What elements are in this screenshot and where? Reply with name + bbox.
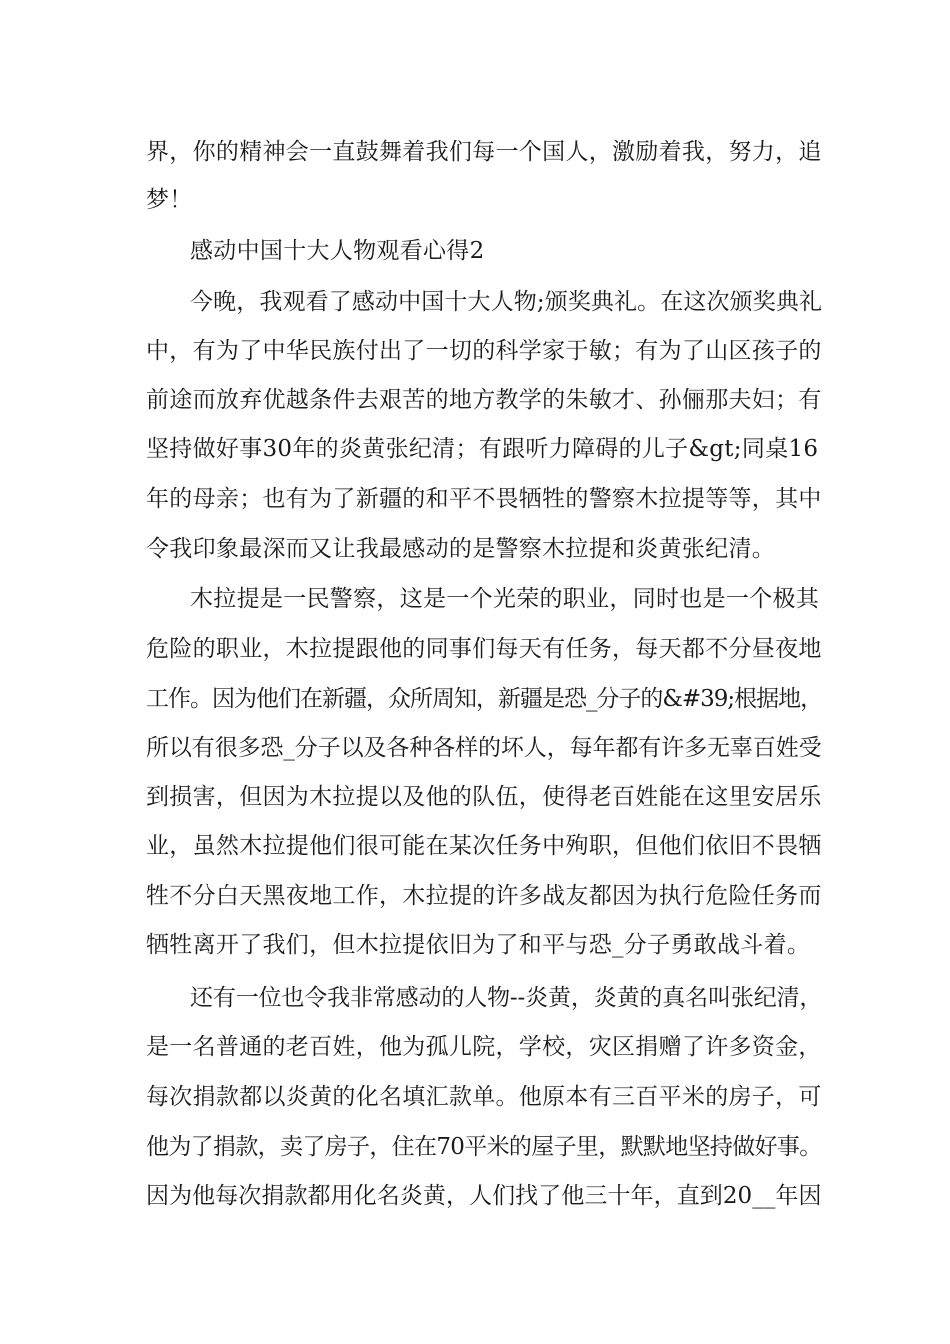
text-line: 因为他每次捐款都用化名炎黄，人们找了他三十年，直到20__年因 <box>146 1183 822 1209</box>
text-line: 前途而放弃优越条件去艰苦的地方教学的朱敏才、孙俪那夫妇；有 <box>146 387 822 413</box>
text-line: 中，有为了中华民族付出了一切的科学家于敏；有为了山区孩子的 <box>146 338 822 364</box>
text-line: 工作。因为他们在新疆，众所周知，新疆是恐_分子的&#39;根据地， <box>146 686 823 712</box>
section-heading: 感动中国十大人物观看心得2 <box>190 238 485 264</box>
text-line: 所以有很多恐_分子以及各种各样的坏人，每年都有许多无辜百姓受 <box>146 735 822 761</box>
text-line: 是一名普通的老百姓，他为孤儿院，学校，灾区捐赠了许多资金， <box>146 1034 822 1060</box>
text-line: 木拉提是一民警察，这是一个光荣的职业，同时也是一个极其 <box>190 586 820 612</box>
text-line: 今晚，我观看了感动中国十大人物;颁奖典礼。在这次颁奖典礼 <box>190 289 823 315</box>
text-line: 他为了捐款，卖了房子，住在70平米的屋子里，默默地坚持做好事。 <box>146 1134 822 1160</box>
text-line: 牺牲离开了我们，但木拉提依旧为了和平与恐_分子勇敢战斗着。 <box>146 932 811 958</box>
text-line: 令我印象最深而又让我最感动的是警察木拉提和炎黄张纪清。 <box>146 536 776 562</box>
text-line: 界，你的精神会一直鼓舞着我们每一个国人，激励着我，努力，追 <box>146 139 822 165</box>
text-line: 梦！ <box>146 187 193 213</box>
text-line: 到损害，但因为木拉提以及他的队伍，使得老百姓能在这里安居乐 <box>146 784 822 810</box>
text-line: 危险的职业，木拉提跟他的同事们每天有任务，每天都不分昼夜地 <box>146 636 822 662</box>
text-line: 年的母亲；也有为了新疆的和平不畏牺牲的警察木拉提等等，其中 <box>146 486 822 512</box>
text-line: 业，虽然木拉提他们很可能在某次任务中殉职，但他们依旧不畏牺 <box>146 833 822 859</box>
text-line: 还有一位也令我非常感动的人物--炎黄，炎黄的真名叫张纪清， <box>190 985 823 1011</box>
text-line: 坚持做好事30年的炎黄张纪清；有跟听力障碍的儿子&gt;同桌16 <box>146 436 819 462</box>
text-line: 牲不分白天黑夜地工作，木拉提的许多战友都因为执行危险任务而 <box>146 883 822 909</box>
text-line: 每次捐款都以炎黄的化名填汇款单。他原本有三百平米的房子，可 <box>146 1084 822 1110</box>
